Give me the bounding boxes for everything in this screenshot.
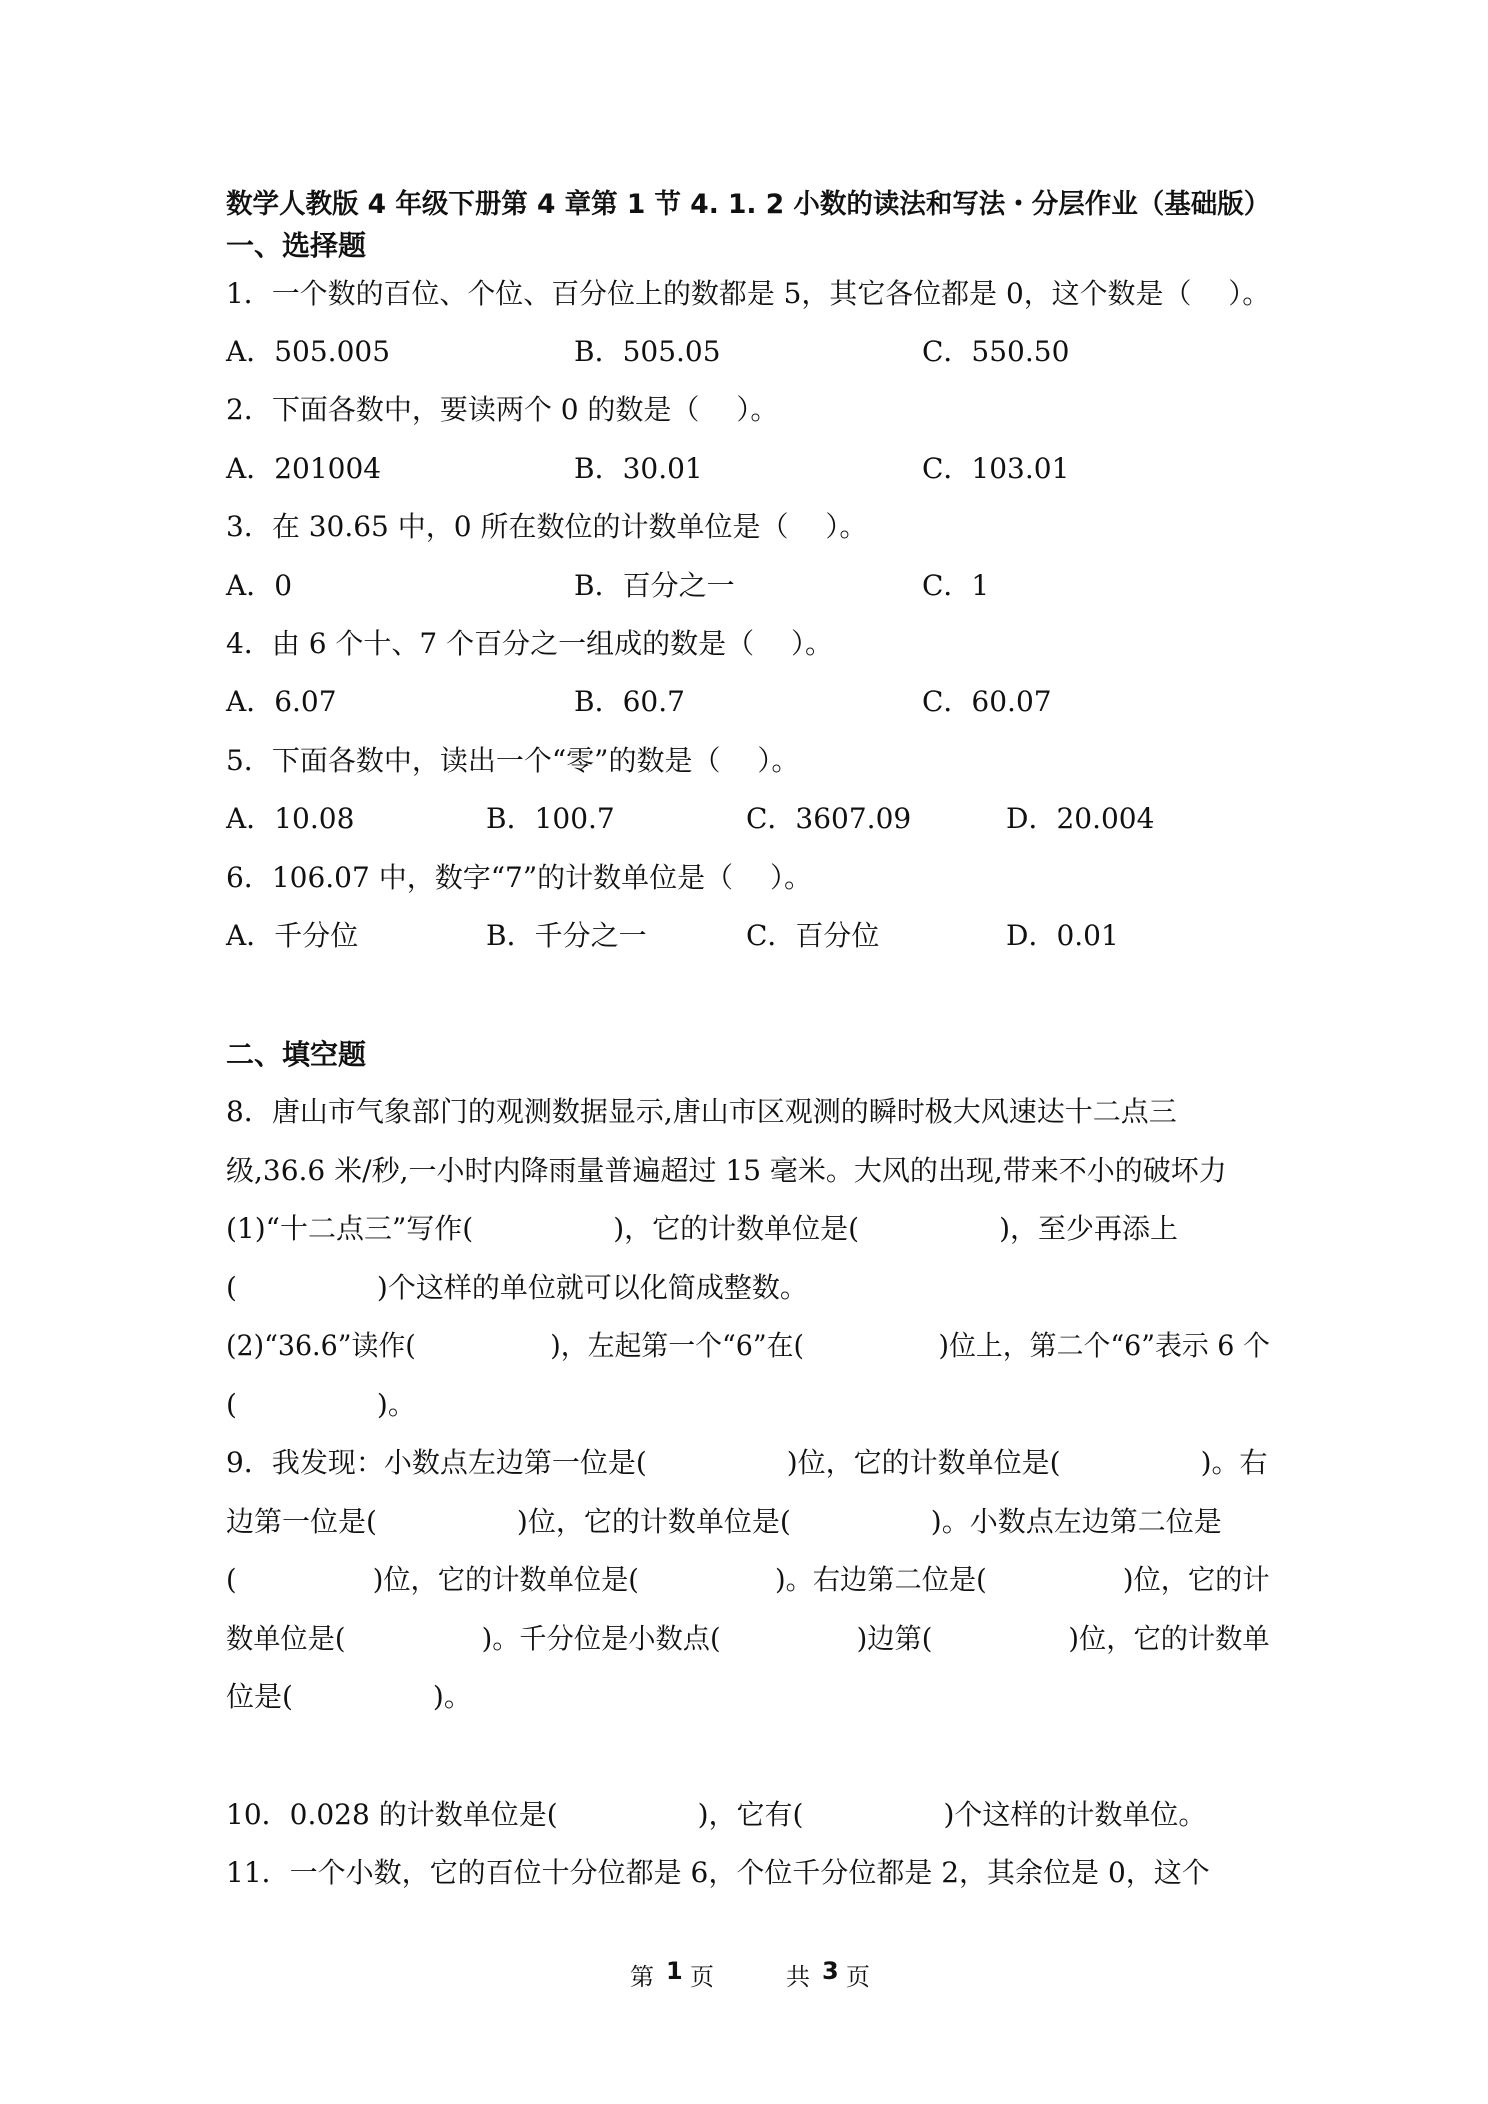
question-6-stem: 6．106.07 中，数字“7”的计数单位是（ ）。 — [226, 861, 813, 894]
document-title: 数学人教版 4 年级下册第 4 章第 1 节 4. 1. 2 小数的读法和写法・分层作业（基础版） — [226, 189, 1271, 220]
footer-total-number: 3 — [822, 1957, 839, 1985]
footer-page-label-pre: 第 — [630, 1963, 654, 1991]
question-8-line-1: 8．唐山市气象部门的观测数据显示,唐山市区观测的瞬时极大风速达十二点三 — [226, 1095, 1177, 1128]
footer-page-number: 1 — [666, 1957, 683, 1985]
question-5-option-b: B．100.7 — [486, 802, 615, 835]
question-9-line-4: 数单位是( )。千分位是小数点( )边第( )位，它的计数单 — [226, 1622, 1270, 1655]
question-2-option-a: A．201004 — [226, 452, 382, 485]
question-8-line-6: ( )。 — [226, 1388, 416, 1421]
footer-total-label-pre: 共 — [786, 1963, 810, 1991]
question-3-option-c: C．1 — [922, 569, 990, 602]
question-10-stem: 10．0.028 的计数单位是( )，它有( )个这样的计数单位。 — [226, 1798, 1207, 1831]
question-2-option-c: C．103.01 — [922, 452, 1070, 485]
question-1-stem: 1．一个数的百位、个位、百分位上的数都是 5，其它各位都是 0，这个数是（ ）。 — [226, 277, 1271, 310]
question-5-option-d: D．20.004 — [1006, 802, 1155, 835]
question-4-option-b: B．60.7 — [574, 685, 685, 718]
question-6-option-c: C．百分位 — [746, 919, 880, 952]
question-3-option-a: A．0 — [226, 569, 293, 602]
question-2-stem: 2．下面各数中，要读两个 0 的数是（ ）。 — [226, 393, 779, 426]
question-1-option-a: A．505.005 — [226, 335, 391, 368]
question-6-option-d: D．0.01 — [1006, 919, 1119, 952]
question-3-stem: 3．在 30.65 中，0 所在数位的计数单位是（ ）。 — [226, 510, 868, 543]
section-heading-choice: 一、选择题 — [226, 229, 367, 262]
question-9-line-1: 9．我发现：小数点左边第一位是( )位，它的计数单位是( )。右 — [226, 1446, 1268, 1479]
question-5-option-a: A．10.08 — [226, 802, 355, 835]
question-8-line-3: (1)“十二点三”写作( )，它的计数单位是( )，至少再添上 — [226, 1212, 1178, 1245]
question-4-option-a: A．6.07 — [226, 685, 337, 718]
question-1-option-c: C．550.50 — [922, 335, 1070, 368]
question-9-line-5: 位是( )。 — [226, 1680, 472, 1713]
question-9-line-2: 边第一位是( )位，它的计数单位是( )。小数点左边第二位是 — [226, 1505, 1222, 1538]
question-6-option-b: B．千分之一 — [486, 919, 647, 952]
question-4-stem: 4．由 6 个十、7 个百分之一组成的数是（ ）。 — [226, 627, 834, 660]
question-3-option-b: B．百分之一 — [574, 569, 735, 602]
question-1-option-b: B．505.05 — [574, 335, 721, 368]
question-4-option-c: C．60.07 — [922, 685, 1052, 718]
question-9-line-3: ( )位，它的计数单位是( )。右边第二位是( )位，它的计 — [226, 1563, 1270, 1596]
footer-page-label-post: 页 — [690, 1963, 714, 1991]
question-5-option-c: C．3607.09 — [746, 802, 912, 835]
question-5-stem: 5．下面各数中，读出一个“零”的数是（ ）。 — [226, 744, 800, 777]
section-heading-fill: 二、填空题 — [226, 1038, 367, 1071]
question-6-option-a: A．千分位 — [226, 919, 359, 952]
question-8-line-2: 级,36.6 米/秒,一小时内降雨量普遍超过 15 毫米。大风的出现,带来不小的破坏力 — [226, 1154, 1227, 1187]
question-8-line-4: ( )个这样的单位就可以化简成整数。 — [226, 1271, 808, 1304]
footer-total-label-post: 页 — [846, 1963, 870, 1991]
question-2-option-b: B．30.01 — [574, 452, 703, 485]
question-11-stem: 11．一个小数，它的百位十分位都是 6，个位千分位都是 2，其余位是 0，这个 — [226, 1856, 1210, 1889]
question-8-line-5: (2)“36.6”读作( )，左起第一个“6”在( )位上，第二个“6”表示 6 个 — [226, 1329, 1270, 1362]
